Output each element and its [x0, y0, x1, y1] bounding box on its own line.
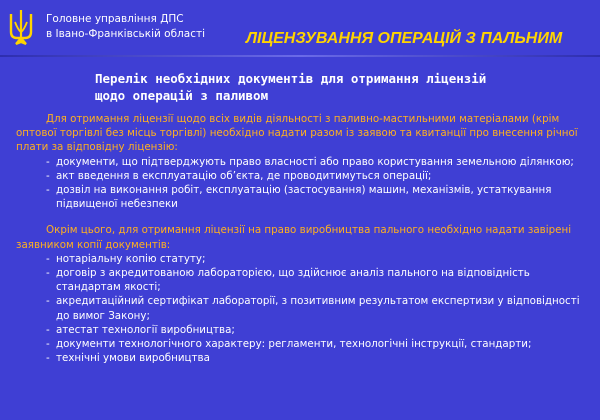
section2-intro-text: Окрім цього, для отримання ліцензії на право виробництва пального необхідно надати завірені заявником копії документів:	[16, 224, 572, 251]
section1-intro-text: Для отримання ліцензії щодо всіх видів діяльності з паливно-мастильними матеріалами (крім оптової торгівлі без місць торгівлі) необхідно надати разом із заявою та квитанції про внесення річної плати за відповідну ліцензію:	[16, 113, 578, 154]
section2-intro	[16, 223, 590, 251]
header	[0, 0, 600, 54]
list-item: - дозвіл на виконання робіт, експлуатацію (застосування) машин, механізмів, устаткування підвищеної небезпеки	[46, 184, 552, 211]
list-item: - акредитаційний сертифікат лабораторії, з позитивним результатом експертизи у відповідності до вимог Закону;	[46, 295, 580, 322]
subtitle	[95, 70, 515, 104]
list-item: - документи технологічного характеру: регламенти, технологічні інструкції, стандарти;	[46, 338, 532, 351]
subtitle-line1: Перелік необхідних документів для отримання ліцензій	[95, 71, 487, 86]
list-item: - акт введення в експлуатацію об’єкта, де проводитимуться операції;	[46, 169, 432, 182]
header-divider	[0, 55, 600, 57]
list-item: - документи, що підтверджують право власності або право користування земельною ділянкою;	[46, 155, 574, 168]
list-item: - атестат технології виробництва;	[46, 323, 235, 336]
trident-icon	[8, 8, 34, 48]
list-item: - технічні умови виробництва	[46, 352, 210, 365]
section2-list	[16, 252, 590, 366]
subtitle-line2: щодо операцій з паливом	[95, 88, 269, 103]
list-item: - договір з акредитованою лабораторією, що здійснює аналіз пального на відповідність стандартам якості;	[46, 267, 530, 294]
section1-intro	[16, 112, 590, 155]
section1-list	[16, 155, 590, 212]
org-name-line1: Головне управління ДПС	[46, 13, 184, 25]
content	[16, 112, 590, 365]
list-item: - нотаріальну копію статуту;	[46, 252, 206, 265]
org-name-line2: в Івано-Франківській області	[46, 28, 206, 40]
page-title: ЛІЦЕНЗУВАННЯ ОПЕРАЦІЙ З ПАЛЬНИМ	[246, 30, 563, 47]
